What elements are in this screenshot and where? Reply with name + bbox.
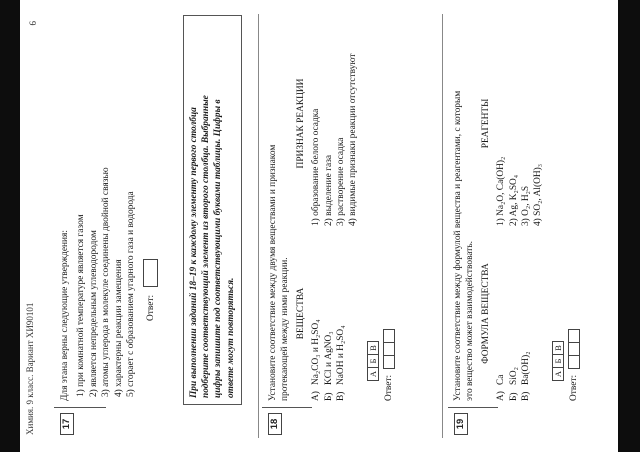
- right-item: 4) SO₂, Al(OH)₃: [533, 163, 544, 226]
- question-19-prompt: Установите соответствие между формулой вещества и реагентами, с которым: [453, 90, 463, 401]
- grid-header: В: [552, 342, 563, 355]
- left-item: А) Na₂CO₃ и H₂SO₄: [311, 319, 322, 401]
- question-19-divider: [448, 407, 498, 408]
- page-header: Химия. 9 класс. Вариант ХИ90101: [25, 302, 35, 435]
- left-item: Б) KCl и AgNO₃: [323, 331, 334, 401]
- right-item: 1) образование белого осадка: [311, 108, 322, 226]
- answer-label: Ответ:: [383, 374, 394, 401]
- page-number: 6: [28, 21, 38, 26]
- question-17-option: 3) атомы углерода в молекуле соединены двойной связью: [101, 167, 112, 397]
- left-item: А) Ca: [496, 374, 507, 401]
- right-column-header: ПРИЗНАК РЕАКЦИИ: [295, 78, 306, 169]
- question-19-left-column: [480, 226, 545, 401]
- question-17-option: 2) является непредельным углеводородом: [88, 230, 99, 397]
- question-18-left-column: [295, 226, 360, 401]
- grid-header: А: [552, 368, 563, 381]
- question-17-option: 4) характерны реакции замещения: [113, 259, 124, 397]
- question-18-answer-cells: [383, 329, 395, 369]
- question-18-answer-grid: [367, 341, 379, 381]
- question-17-divider: [54, 407, 106, 408]
- question-18-number: 18: [268, 413, 282, 435]
- question-17-option: 1) при комнатной температуре является газом: [76, 214, 87, 397]
- section-divider: [442, 14, 443, 438]
- question-17-option: 5) сгорает с образованием угарного газа и водорода: [126, 191, 137, 397]
- scanner-edge-right: [618, 0, 640, 452]
- exam-page: [20, 11, 618, 441]
- question-18: [267, 21, 395, 401]
- question-19-answer-grid: [552, 341, 564, 381]
- question-17: [59, 21, 158, 401]
- question-17-options: [75, 21, 137, 401]
- left-item: В) Ba(OH)₂: [521, 351, 532, 401]
- scanner-edge-left: [0, 0, 20, 452]
- question-17-answer: [143, 21, 158, 321]
- left-item: В) NaOH и H₂SO₄: [336, 325, 347, 401]
- right-item: 3) растворение осадка: [336, 137, 347, 226]
- question-18-columns: [295, 21, 360, 401]
- question-19-answer: [568, 21, 580, 401]
- answer-box[interactable]: [143, 259, 158, 287]
- question-18-prompt: Установите соответствие между двумя веществами и признаком: [268, 144, 278, 401]
- grid-header: Б: [552, 355, 563, 368]
- right-item: 1) Na₂O, Ca(OH)₂: [496, 156, 507, 226]
- left-column-header: ВЕЩЕСТВА: [295, 287, 306, 340]
- question-18-divider: [262, 407, 312, 408]
- instructions-box: [183, 15, 242, 405]
- right-item: 4) видимые признаки реакции отсутствуют: [348, 53, 359, 226]
- instructions-line: При выполнении заданий 18–19 к каждому элементу первого столбца: [189, 107, 199, 398]
- left-column-header: ФОРМУЛА ВЕЩЕСТВА: [480, 263, 491, 364]
- grid-header: Б: [367, 355, 378, 368]
- answer-cell[interactable]: [569, 342, 580, 355]
- question-19: [452, 21, 580, 401]
- answer-cell[interactable]: [569, 355, 580, 368]
- question-17-number: 17: [60, 413, 74, 435]
- answer-label: Ответ:: [568, 374, 579, 401]
- question-18-answer: [383, 21, 395, 401]
- instructions-line: цифры запишите под соответствующими буквами таблицы. Цифры в: [213, 99, 224, 398]
- question-18-prompt: протекающей между ними реакции.: [280, 257, 291, 401]
- question-19-prompt: это вещество может взаимодействовать.: [465, 240, 476, 401]
- instructions-line: ответе могут повторяться.: [225, 277, 236, 398]
- right-item: 2) Ag, K₂SO₄: [508, 174, 519, 226]
- answer-label: Ответ:: [145, 294, 156, 321]
- right-column-header: РЕАГЕНТЫ: [480, 98, 491, 149]
- answer-cell[interactable]: [384, 329, 395, 342]
- question-18-right-column: [295, 21, 360, 226]
- answer-cell[interactable]: [384, 342, 395, 355]
- grid-header: А: [367, 368, 378, 381]
- answer-cell[interactable]: [384, 355, 395, 368]
- question-19-right-column: [480, 21, 545, 226]
- left-item: Б) SiO₂: [508, 367, 519, 401]
- question-19-answer-cells: [568, 329, 580, 369]
- grid-header: В: [367, 342, 378, 355]
- question-19-number: 19: [454, 413, 468, 435]
- right-item: 2) выделение газа: [323, 154, 334, 226]
- instructions-line: подберите соответствующий элемент из второго столбца. Выбранные: [201, 95, 212, 398]
- question-19-columns: [480, 21, 545, 401]
- right-item: 3) O₂, H₂S: [521, 185, 532, 226]
- section-divider: [258, 14, 259, 438]
- question-17-prompt: Для этана верны следующие утверждения:: [60, 230, 70, 401]
- answer-cell[interactable]: [569, 329, 580, 342]
